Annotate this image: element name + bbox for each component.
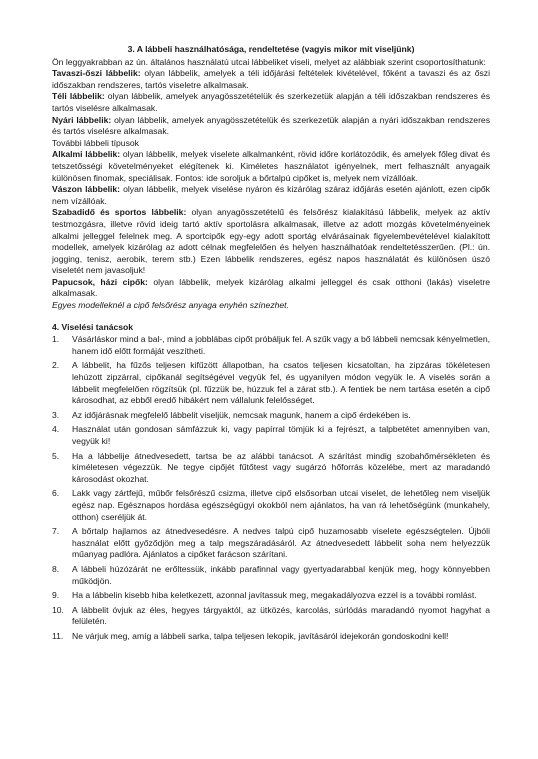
list-item <box>52 451 490 486</box>
definition-text: olyan lábbelik, melyek viselése nyáron és kizárólag száraz időjárás esetén ajánlott, ezen cipők nem vízállóak. <box>52 184 490 206</box>
definition-term: Nyári lábbelik: <box>52 114 112 125</box>
item-number: 8. <box>52 563 60 574</box>
list-item <box>52 488 490 523</box>
definition-term: Papucsok, házi cipők: <box>52 276 148 287</box>
item-number: 9. <box>52 590 60 601</box>
item-text: A lábbeli húzózárát ne erőltessük, inkább parafinnal vagy gyertyadarabbal kenjük meg, hogy könnyebben működjön. <box>72 563 490 586</box>
item-text: Ha a lábbelin kisebb hiba keletkezett, azonnal javítassuk meg, megakadályozva ezzel is a további romlást. <box>72 590 477 601</box>
definition-term: Vászon lábbelik: <box>52 184 121 195</box>
list-item <box>52 564 490 587</box>
definition-term: Szabadidő és sportos lábbelik: <box>52 207 187 218</box>
item-number: 7. <box>52 526 60 537</box>
definition-szabadido <box>52 207 490 277</box>
color-note: Egyes modelleknél a cipő felsőrész anyaga enyhén színezhet. <box>52 300 289 311</box>
other-types-label: További lábbeli típusok <box>52 137 139 148</box>
item-text: Vásárláskor mind a bal-, mind a jobblábas cipőt próbáljuk fel. A szűk vagy a bő lábbeli nemcsak kényelmetlen, hanem idő előtt formáját veszítheti. <box>72 334 490 356</box>
item-text: Az időjárásnak megfelelő lábbelit viseljük, nemcsak magunk, hanem a cipő érdekében is. <box>72 409 411 420</box>
item-text: Lakk vagy zártfejű, műbőr felsőrészű csizma, illetve cipő elsősorban utcai viselet, de lehetőleg nem viseljük egész nap. Egésznapos hordása egészségügyi okokból nem ajánlatos, ha van rá lehetőségünk (munkahely, otthon) cseréljük át. <box>72 488 490 522</box>
list-item <box>52 424 490 447</box>
definition-term: Alkalmi lábbelik: <box>52 149 121 160</box>
definition-text: olyan lábbelik, melyek kizárólag alkalmi jelleggel és csak otthoni (lakás) viseletre alkalmasak. <box>52 276 491 299</box>
item-text: Ne várjuk meg, amíg a lábbeli sarka, talpa teljesen lekopik, javításáról idejekorán gondoskodni kell! <box>72 630 449 641</box>
item-text: Ha a lábbelije átnedvesedett, tartsa be az alábbi tanácsot. A szárítást mindig szobahőmérsékleten és kíméletesen végezzük. Ne tegye cipőjét fűtőtest vagy sugárzó hőforrás közelébe, mert az maradandó károsodást okozhat. <box>72 450 490 484</box>
advice-list <box>52 334 490 642</box>
item-text: Használat után gondosan sámfázzuk ki, vagy papírral tömjük ki a fejrészt, a talpbetétet amennyiben van, vegyük ki! <box>72 424 490 446</box>
item-number: 3. <box>52 409 60 420</box>
list-item <box>52 334 490 357</box>
definition-term: Tavaszi-őszi lábbelik: <box>52 68 141 79</box>
item-number: 6. <box>52 488 60 499</box>
list-item <box>52 410 490 422</box>
definition-papucs <box>52 277 490 300</box>
definition-vaszon <box>52 184 490 207</box>
item-text: A lábbelit óvjuk az éles, hegyes tárgyaktól, az ütközés, karcolás, súrlódás maradandó nyomot hagyhat a felületén. <box>72 604 490 627</box>
definition-tavaszi-oszi <box>52 68 490 91</box>
item-number: 2. <box>52 360 60 371</box>
list-item <box>52 360 490 406</box>
definition-teli <box>52 91 490 114</box>
item-text: A bőrtalp hajlamos az átnedvesedésre. A nedves talpú cipő huzamosabb viselete egészségtelen. Újbóli használat előtt győződjön meg a talp megszáradásáról. Az átnedvesedett lábbelit soha nem helyezzük műanyag padlóra. Ajánlatos a cipőket farácson szárítani. <box>72 526 490 560</box>
item-number: 1. <box>52 334 60 345</box>
section4-title: 4. Viselési tanácsok <box>52 321 134 332</box>
definition-text: olyan lábbelik, amelyek anyagösszetételük és szerkezetük alapján a téli időszakban rendszeres és tartós viselésre alkalmasak. <box>52 91 490 113</box>
definition-text: olyan anyagösszetételű és felsőrész kialakítású lábbelik, melyek az aktív testmozgásra, illetve rövid ideig tartó aktív sportolásra alkalmasak, illetve az adott mozgás követelményeinek alkalmi jelleggel felelnek meg. A sportcipők egy-egy adott sportág elvárásainak figyelembevételével kialakított modellek, amelyek kizárólag az adott célnak megfelelően és helyen használhatóak rendeltetésszerűen. (Pl.: ún. jogging, tenisz, aerobik, terem stb.) Ezen lábbelik rendszeres, egész napos használatát és különösen úszó viseletét nem javasoljuk! <box>52 207 490 276</box>
section3-title: 3. A lábbeli használhatósága, rendeltetése (vagyis mikor mit viseljünk) <box>127 44 415 54</box>
definition-nyari <box>52 115 490 138</box>
definition-text: olyan lábbelik, amelyek a téli időjárási feltételek kivételével, főként a tavaszi és az őszi időszakban rendszeres, tartós viseletre alkalmasak. <box>52 68 490 90</box>
definition-alkalmi <box>52 149 490 184</box>
item-number: 5. <box>52 450 60 461</box>
definition-text: olyan lábbelik, amelyek anyagösszetételük és szerkezetük alapján a nyári időszakban rendszeres és tartós viselésre alkalmasak. <box>52 114 491 137</box>
list-item <box>52 631 490 643</box>
section3-intro: Ön leggyakrabban az ún. általános használatú utcai lábbeliket viseli, melyet az alábbiak szerint csoportosíthatunk: <box>52 56 486 67</box>
item-number: 10. <box>52 604 64 615</box>
definition-text: olyan lábbelik, melyek viselete alkalmanként, rövid időre korlátozódik, és amelyek főleg divat és tetszetősségi követelményeket elégítenek ki. Kiméletes használatot igényelnek, mert felhasznált anyagaik különösen finomak, speciálisak. Fontos: ide soroljuk a bőrtalpú cipőket is, melyek nem vízállóak. <box>52 149 490 183</box>
item-text: A lábbelit, ha fűzős teljesen kifűzött állapotban, ha csatos teljesen kicsatoltan, ha zipzáras tökéletesen lehúzott zipzárral, cipőkanál segítségével vegyük fel, és ugyanilyen módon vegyük le. A viselés során a lábbelit megfelelően rögzítsük (pl. fűzzük be, húzzuk fel a zárat stb.). A fentiek be nem tartása esetén a cipő károsodhat, az ebből eredő hibákért nem vállalunk felelősséget. <box>72 360 490 406</box>
list-item <box>52 590 490 602</box>
list-item <box>52 605 490 628</box>
item-number: 11. <box>52 630 64 641</box>
definition-term: Téli lábbelik: <box>52 91 105 102</box>
list-item <box>52 526 490 561</box>
item-number: 4. <box>52 424 60 435</box>
